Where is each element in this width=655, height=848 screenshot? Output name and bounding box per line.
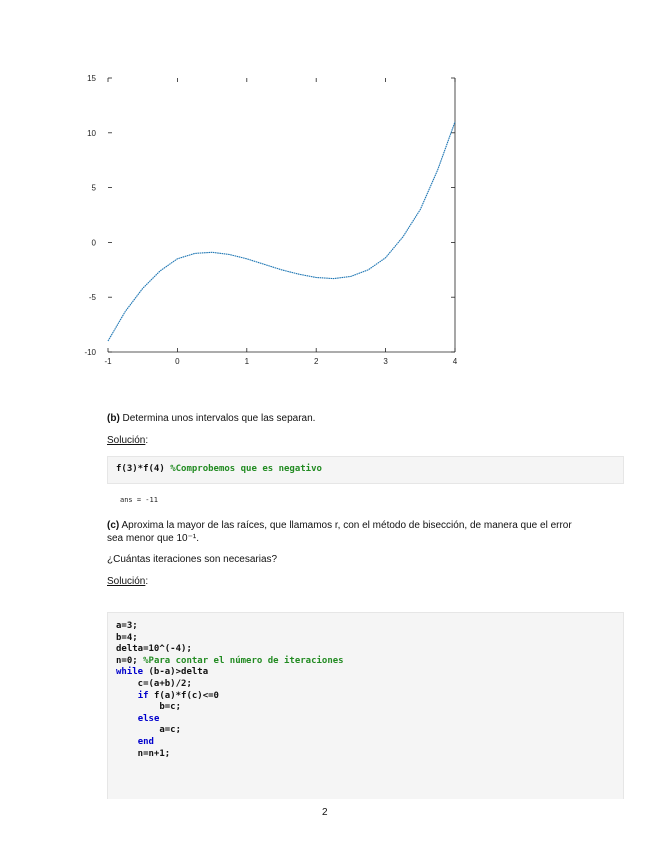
y-tick-label: 5 bbox=[91, 183, 96, 193]
code-line: b=c; bbox=[116, 702, 182, 713]
plot-axes bbox=[108, 78, 455, 352]
code-line: f(a)*f(c)<=0 bbox=[148, 690, 219, 701]
y-tick-label: 15 bbox=[87, 74, 96, 83]
code-indent bbox=[116, 691, 138, 701]
plot-ticks bbox=[84, 74, 457, 366]
part-b-text: Determina unos intervalos que las separan. bbox=[119, 413, 316, 424]
code-line: n=n+1; bbox=[116, 748, 171, 759]
y-tick-label: -5 bbox=[88, 293, 96, 303]
x-tick-label: 4 bbox=[452, 357, 458, 366]
code-main: f(3)*f(4) bbox=[116, 464, 165, 474]
x-tick-label: 1 bbox=[244, 357, 250, 366]
part-c-solution-heading bbox=[107, 575, 148, 588]
code-indent bbox=[116, 714, 138, 724]
code-indent bbox=[116, 737, 138, 747]
solution-label: Solución bbox=[107, 576, 146, 587]
code-line: delta=10^(-4); bbox=[116, 644, 192, 655]
solution-colon: : bbox=[145, 576, 149, 587]
code-block-c bbox=[107, 612, 624, 799]
y-tick-label: 10 bbox=[87, 128, 96, 138]
y-tick-label: 0 bbox=[91, 238, 96, 248]
code-block-b bbox=[107, 456, 624, 484]
part-c-statement-line1 bbox=[107, 519, 572, 532]
part-b-label: (b) bbox=[107, 413, 120, 424]
code-comment: %Comprobemos que es negativo bbox=[164, 464, 322, 474]
function-curve bbox=[108, 122, 455, 341]
solution-label: Solución bbox=[107, 435, 146, 446]
code-keyword: if bbox=[137, 690, 149, 701]
code-line: n=0; bbox=[116, 655, 138, 666]
code-keyword: while bbox=[116, 667, 144, 678]
part-c-statement-line2: sea menor que 10⁻¹. bbox=[107, 533, 199, 544]
x-tick-label: -1 bbox=[104, 357, 112, 366]
x-tick-label: 0 bbox=[175, 357, 180, 366]
x-tick-label: 3 bbox=[383, 357, 388, 366]
part-c-label: (c) bbox=[107, 520, 120, 531]
code-line: a=3; bbox=[116, 621, 138, 631]
x-tick-label: 2 bbox=[313, 357, 319, 366]
code-body bbox=[116, 621, 344, 760]
code-keyword: else bbox=[137, 713, 160, 724]
part-c-text-1: Aproxima la mayor de las raíces, que llamamos r, con el método de bisección, de manera que el error bbox=[119, 520, 572, 531]
page-number: 2 bbox=[322, 807, 328, 818]
code-output: ans = -11 bbox=[120, 496, 158, 504]
solution-colon: : bbox=[145, 435, 149, 446]
code-keyword: end bbox=[137, 736, 154, 747]
code-line: b=4; bbox=[116, 632, 138, 643]
part-b-solution-heading bbox=[107, 434, 148, 447]
code-line: c=(a+b)/2; bbox=[116, 678, 192, 689]
plot-curve bbox=[108, 122, 455, 341]
function-plot bbox=[0, 0, 655, 380]
code-line: (b-a)>delta bbox=[143, 667, 209, 678]
code-line bbox=[116, 464, 322, 474]
y-tick-label: -10 bbox=[84, 348, 96, 357]
part-b-statement bbox=[107, 412, 315, 425]
code-comment: %Para contar el número de iteraciones bbox=[137, 655, 344, 666]
part-c-question: ¿Cuántas iteraciones son necesarias? bbox=[107, 554, 278, 565]
code-line: a=c; bbox=[116, 725, 182, 736]
